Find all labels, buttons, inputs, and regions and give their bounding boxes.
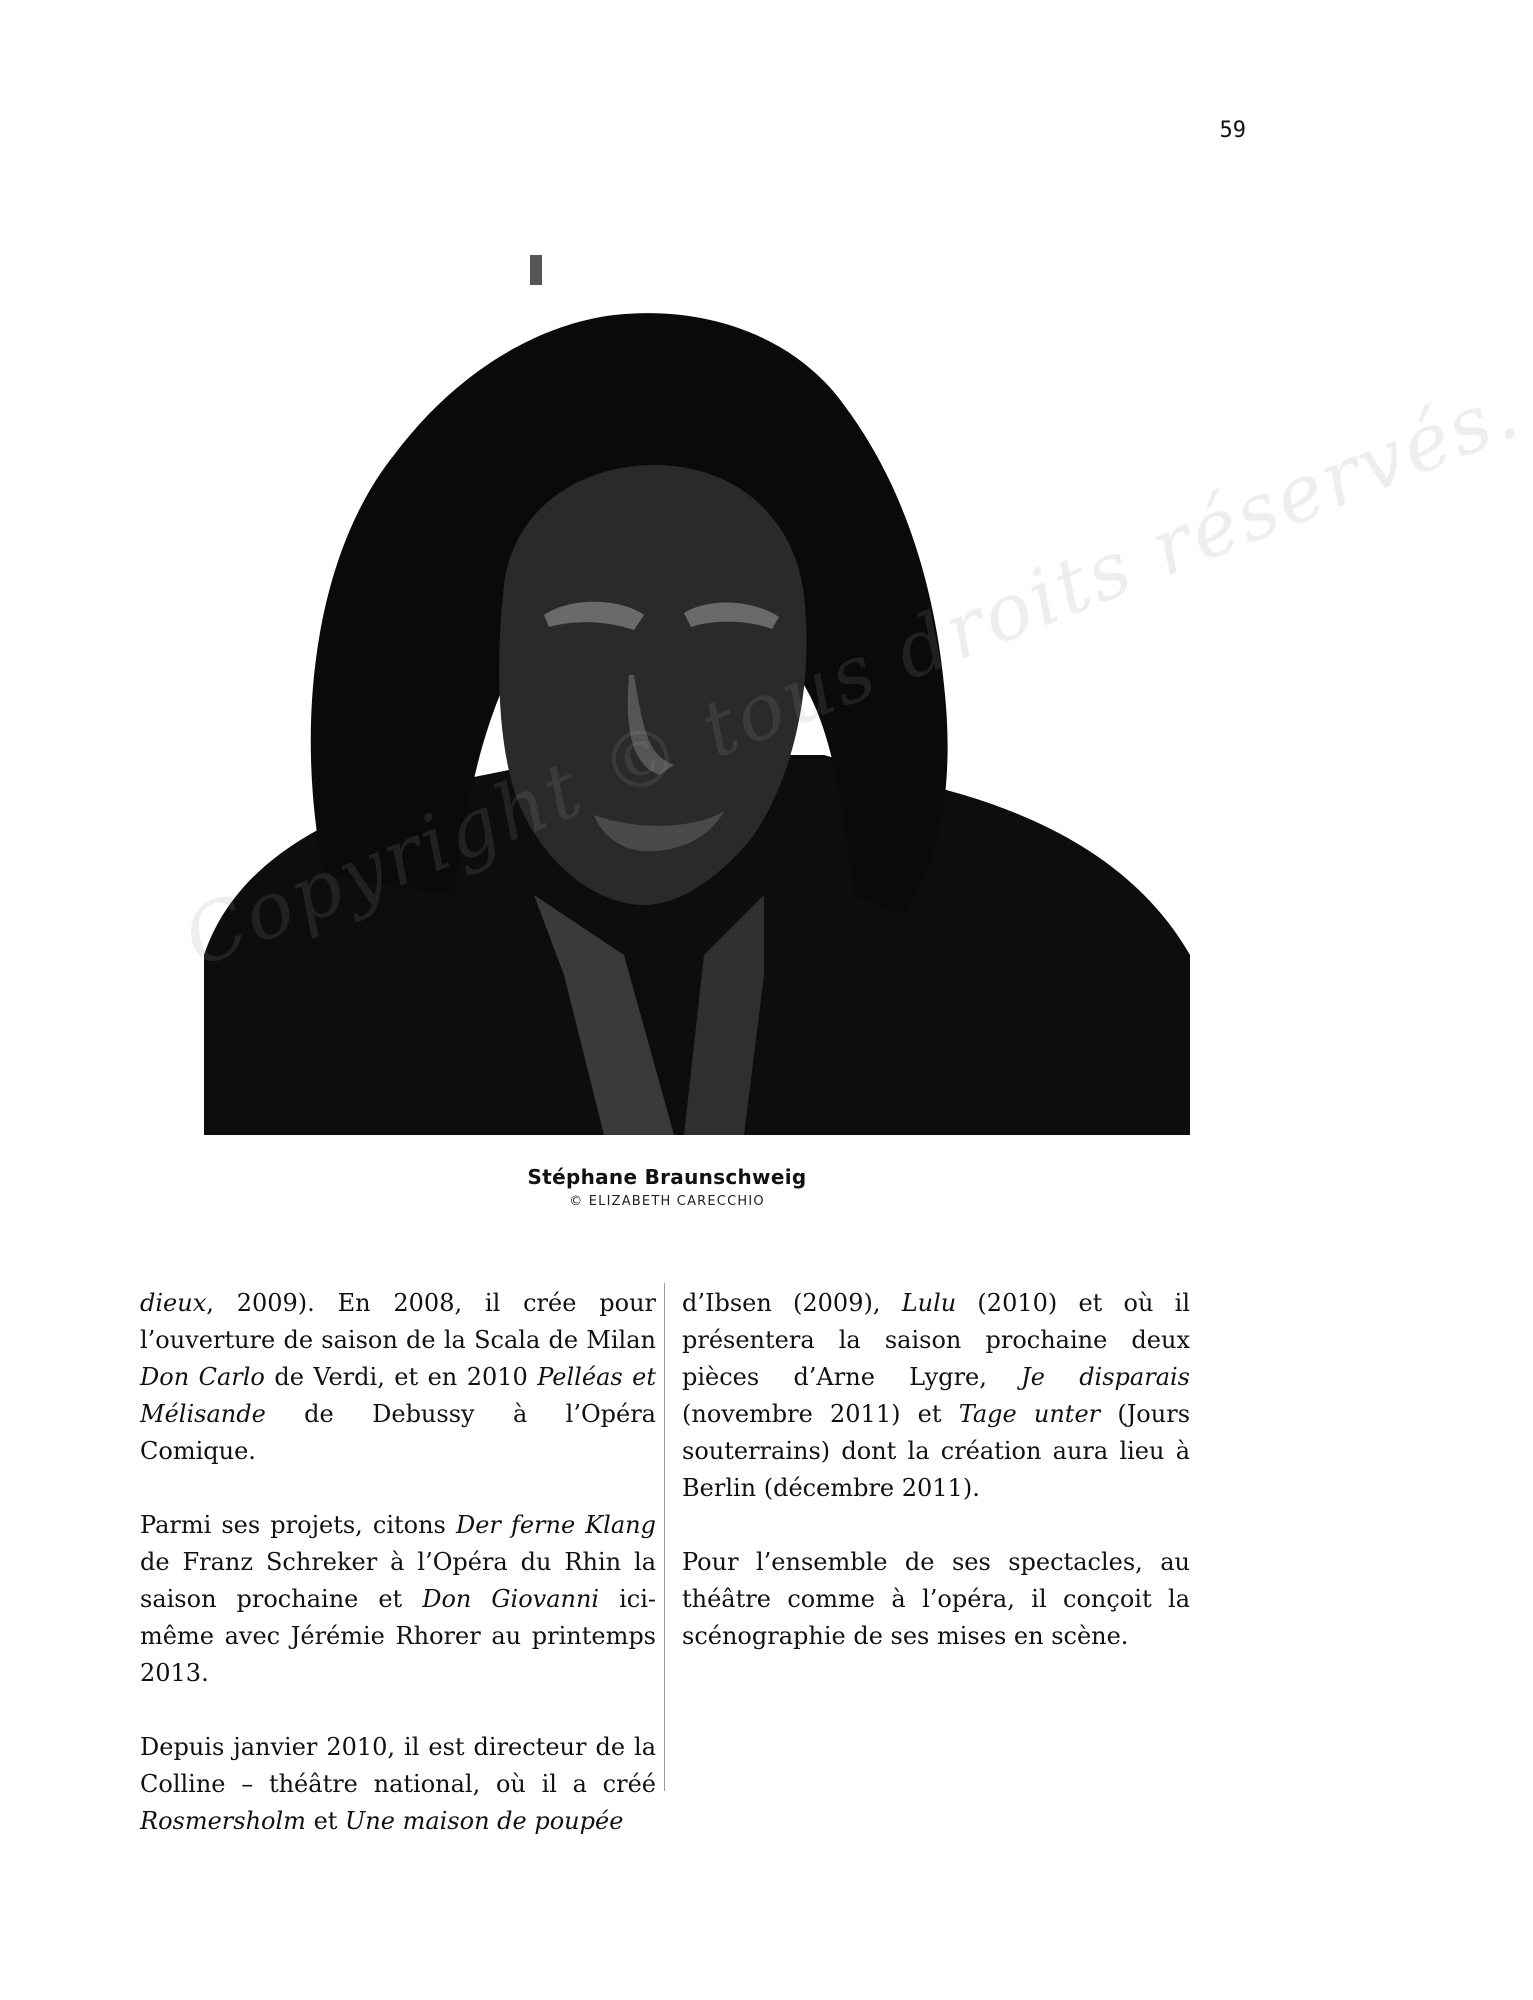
photo-caption [0, 1165, 1334, 1209]
right-column [682, 1285, 1190, 1655]
italic-title: Don Giovanni [422, 1585, 600, 1613]
paragraph [140, 1507, 656, 1692]
italic-title: Der ferne Klang [455, 1511, 656, 1539]
italic-title: Je disparais [1021, 1363, 1190, 1391]
copyright-watermark: réservés. [1138, 365, 1533, 595]
text-run: Pour l’ensemble de ses spectacles, au théâtre comme à l’opéra, il conçoit la scénographie de ses mises en scène. [682, 1548, 1190, 1650]
paragraph [682, 1285, 1190, 1507]
caption-credit: © ELIZABETH CARECCHIO [569, 1194, 765, 1209]
italic-title: Pelléas et Mélisande [140, 1363, 656, 1428]
column-divider [664, 1283, 665, 1791]
text-run: de Verdi, et en 2010 [264, 1363, 538, 1391]
italic-title: Rosmersholm [140, 1807, 306, 1835]
text-run: (novembre 2011) et [682, 1400, 959, 1428]
text-run: (Jours souterrains) dont la création aura lieu à Berlin (décembre 2011). [682, 1400, 1191, 1502]
text-run: de Debussy à l’Opéra Comique. [140, 1400, 656, 1465]
text-run: de Franz Schreker à l’Opéra du Rhin la saison prochaine et [140, 1548, 656, 1613]
italic-title: dieux [140, 1289, 207, 1317]
page-number: 59 [1219, 118, 1246, 143]
italic-title: Lulu [901, 1289, 957, 1317]
text-run: d’Ibsen (2009), [682, 1289, 902, 1317]
caption-name: Stéphane Braunschweig [527, 1165, 807, 1189]
portrait-silhouette-icon [204, 255, 1190, 1135]
left-column [140, 1285, 656, 1840]
text-run: , 2009). En 2008, il crée pour l’ouverture de saison de la Scala de Milan [140, 1289, 656, 1354]
italic-title: Tage unter [958, 1400, 1101, 1428]
text-run: (2010) et où il présentera la saison prochaine deux pièces d’Arne Lygre, [682, 1289, 1190, 1391]
italic-title: Don Carlo [140, 1363, 265, 1391]
portrait-photo [204, 255, 1190, 1135]
paragraph [140, 1729, 656, 1840]
text-run: et [305, 1807, 346, 1835]
text-run: Depuis janvier 2010, il est directeur de la Colline – théâtre national, où il a créé [140, 1733, 656, 1798]
text-run: Parmi ses projets, citons [140, 1511, 456, 1539]
paragraph [682, 1544, 1190, 1655]
paragraph [140, 1285, 656, 1470]
text-run: ici-même avec Jérémie Rhorer au printemps 2013. [140, 1585, 657, 1687]
italic-title: Une maison de poupée [345, 1807, 624, 1835]
